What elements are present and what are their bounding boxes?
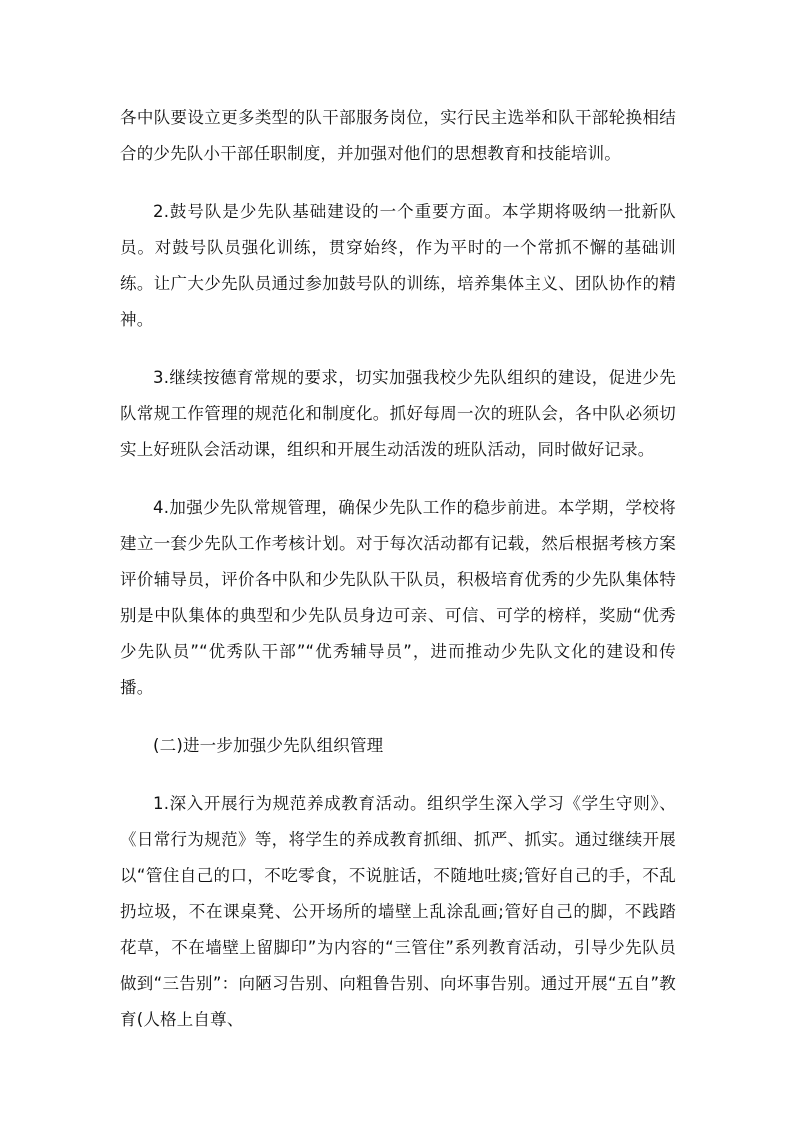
paragraph-routine-management: 4.加强少先队常规管理，确保少先队工作的稳步前进。本学期，学校将建立一套少先队工作考核计划。对于每次活动都有记载，然后根据考核方案评价辅导员，评价各中队和少先队队干队员，积极培育优秀的少先队集体特别是中队集体的典型和少先队员身边可亲、可信、可学的榜样，奖励“优秀少先队员”“优秀队干部”“优秀辅导员”，进而推动少先队文化的建设和传播。: [120, 498, 676, 697]
section-heading-organization-management: (二)进一步加强少先队组织管理: [153, 736, 384, 755]
document-body: [120, 100, 676, 1038]
paragraph-drum-team: 2.鼓号队是少先队基础建设的一个重要方面。本学期将吸纳一批新队员。对鼓号队员强化训练，贯穿始终，作为平时的一个常抓不懈的基础训练。让广大少先队员通过参加鼓号队的训练，培养集体主义、团队协作的精神。: [120, 202, 676, 329]
paragraph-behavior-norms: 1.深入开展行为规范养成教育活动。组织学生深入学习《学生守则》、《日常行为规范》等，将学生的养成教育抓细、抓严、抓实。通过继续开展以“管住自己的口，不吃零食，不说脏话，不随地吐痰;管好自己的手，不乱扔垃圾，不在课桌凳、公开场所的墙壁上乱涂乱画;管好自己的脚，不践踏花草，不在墙壁上留脚印”为内容的“三管住”系列教育活动，引导少先队员做到“三告别”：向陋习告别、向粗鲁告别、向坏事告别。通过开展“五自”教育(人格上自尊、: [120, 794, 676, 1029]
paragraph-moral-routine: 3.继续按德育常规的要求，切实加强我校少先队组织的建设，促进少先队常规工作管理的规范化和制度化。抓好每周一次的班队会，各中队必须切实上好班队会活动课，组织和开展生动活泼的班队活动，同时做好记录。: [120, 368, 676, 459]
paragraph-continuation: 各中队要设立更多类型的队干部服务岗位，实行民主选举和队干部轮换相结合的少先队小干部任职制度，并加强对他们的思想教育和技能培训。: [120, 108, 676, 163]
